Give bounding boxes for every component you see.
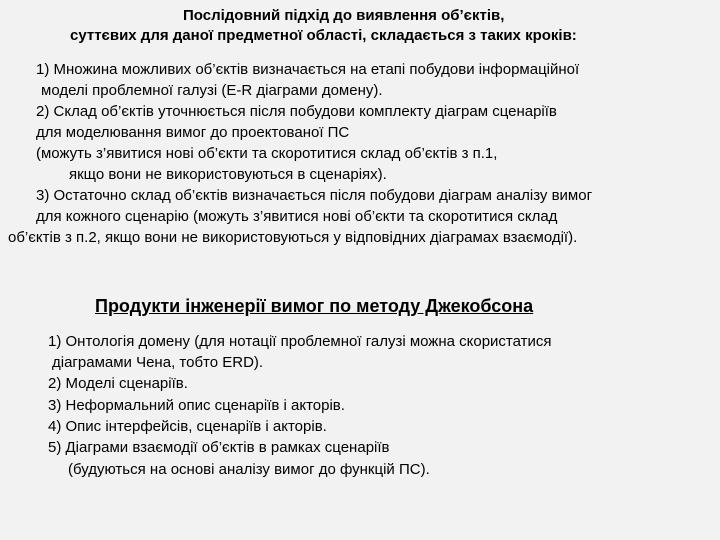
section1-body-line: моделі проблемної галузі (E-R діаграми домену).	[41, 82, 383, 99]
section1-body-line: для моделювання вимог до проектованої ПС	[36, 124, 350, 141]
section1-title-line-2: суттєвих для даної предметної області, складається з таких кроків:	[70, 27, 577, 44]
section1-body-line: 1) Множина можливих об’єктів визначається на етапі побудови інформаційної	[36, 61, 580, 78]
section2-body-line: 2) Моделі сценаріїв.	[48, 375, 188, 392]
section2-body-line: 5) Діаграми взаємодії об’єктів в рамках сценаріїв	[48, 439, 390, 456]
section1-body-line: якщо вони не використовуються в сценаріях).	[69, 166, 387, 183]
section2-body-line: 4) Опис інтерфейсів, сценаріїв і акторів.	[48, 418, 327, 435]
section1-body-line: об’єктів з п.2, якщо вони не використовуються у відповідних діаграмах взаємодії).	[8, 229, 578, 246]
section2-heading: Продукти інженерії вимог по методу Джекобсона	[95, 296, 534, 316]
section1-title-line-1: Послідовний підхід до виявлення об’єктів,	[183, 7, 505, 24]
section1-body-line: 3) Остаточно склад об’єктів визначається після побудови діаграм аналізу вимог	[36, 187, 593, 204]
section2-body-line: діаграмами Чена, тобто ERD).	[52, 354, 264, 371]
section1-body-line: 2) Склад об’єктів уточнюється після побудови комплекту діаграм сценаріїв	[36, 103, 557, 120]
section2-body-line: 3) Неформальний опис сценаріїв і акторів.	[48, 397, 345, 414]
section2-body-line: 1) Онтологія домену (для нотації проблемної галузі можна скористатися	[48, 333, 552, 350]
section1-body-line: (можуть з’явитися нові об’єкти та скоротитися склад об’єктів з п.1,	[36, 145, 498, 162]
section1-body-line: для кожного сценарію (можуть з’явитися нові об’єкти та скоротитися склад	[36, 208, 558, 225]
section2-body-line: (будуються на основі аналізу вимог до функцій ПС).	[68, 461, 430, 478]
